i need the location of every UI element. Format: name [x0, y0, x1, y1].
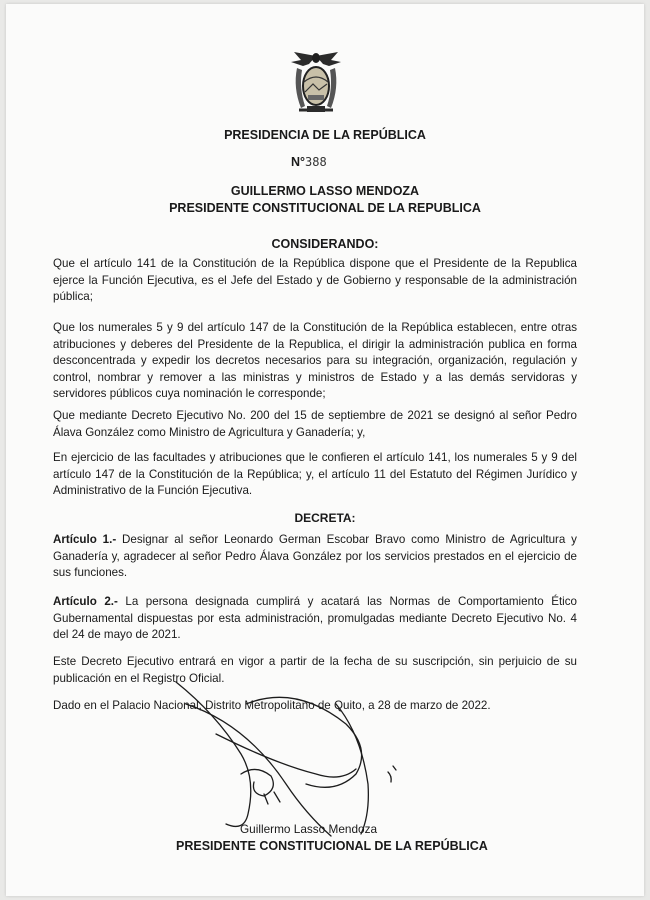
considerando-heading: CONSIDERANDO: — [271, 237, 379, 251]
decree-number-prefix: N° — [291, 155, 306, 169]
coat-of-arms-seal — [289, 48, 343, 118]
decree-number-value: 388 — [305, 155, 327, 169]
signatory-role: PRESIDENTE CONSTITUCIONAL DE LA REPÚBLICA — [176, 839, 488, 853]
articulo-2 — [53, 594, 577, 644]
president-role: PRESIDENTE CONSTITUCIONAL DE LA REPUBLICA — [169, 201, 481, 215]
handwritten-signature — [156, 664, 456, 844]
president-name: GUILLERMO LASSO MENDOZA — [230, 184, 420, 198]
issuing-office: PRESIDENCIA DE LA REPÚBLICA — [224, 128, 426, 142]
articulo-2-text: La persona designada cumplirá y acatará las Normas de Comportamiento Ético Gubernamental dispuestas por esta administración, promulgadas mediante Decreto Ejecutivo No. 4 del 24 de mayo de 2021. — [53, 595, 577, 642]
articulo-1 — [53, 532, 577, 582]
considerando-paragraph: Que el artículo 141 de la Constitución de la República dispone que el Presidente de la Republica ejerce la Función Ejecutiva, es el Jefe del Estado y de Gobierno y responsable de la administración pública; — [53, 257, 577, 304]
decree-number — [291, 155, 327, 169]
considerando-paragraph: Que los numerales 5 y 9 del artículo 147 de la Constitución de la República establecen, entre otras atribuciones y deberes del Presidente de la Republica, el dirigir la administración publica en forma desconcentrada y expedir los decretos necesarios para su integración, organización, regulación y control, nombrar y remover a las ministras y ministros de Estado y a las demás servidoras y servidores públicos cuya nominación le corresponde; — [53, 321, 577, 401]
considerando-paragraph: Que mediante Decreto Ejecutivo No. 200 del 15 de septiembre de 2021 se designó al señor Pedro Álava González como Ministro de Agricultura y Ganadería; y, — [53, 409, 577, 439]
vigencia-paragraph: Este Decreto Ejecutivo entrará en vigor a partir de la fecha de su suscripción, sin perjuicio de su publicación en el Registro Oficial. — [53, 655, 577, 685]
articulo-2-label: Artículo 2.- — [53, 595, 118, 608]
considerando-paragraph: En ejercicio de las facultades y atribuciones que le confieren el artículo 141, los numerales 5 y 9 del artículo 147 de la Constitución de la República; y, el artículo 11 del Estatuto del Régimen Jurídico y Administrativo de la Función Ejecutiva. — [53, 451, 577, 498]
decree-page — [6, 4, 644, 896]
articulo-1-label: Artículo 1.- — [53, 533, 117, 546]
signatory-name: Guillermo Lasso Mendoza — [240, 822, 378, 836]
decreta-heading: DECRETA: — [294, 511, 356, 525]
dado-en-paragraph: Dado en el Palacio Nacional, Distrito Metropolitano de Quito, a 28 de marzo de 2022. — [53, 699, 491, 712]
articulo-1-text: Designar al señor Leonardo German Escobar Bravo como Ministro de Agricultura y Ganadería y, agradecer al señor Pedro Álava González por los servicios prestados en el ejercicio de sus funciones. — [53, 533, 577, 580]
